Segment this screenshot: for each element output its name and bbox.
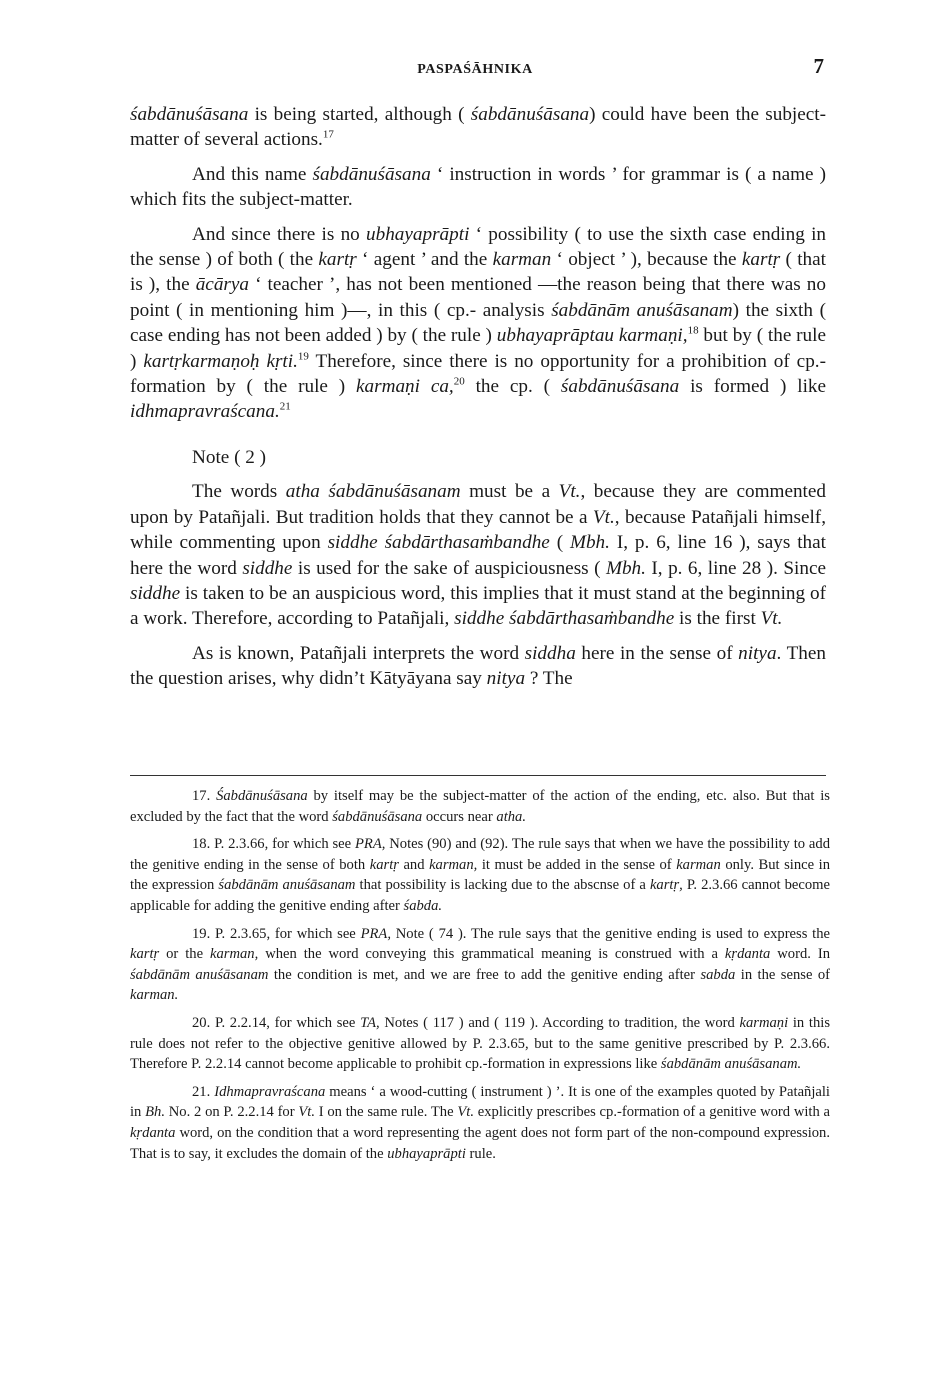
footnote-divider (130, 775, 826, 776)
term: karman, (429, 856, 478, 873)
text: the condition is met, and we are free to add the genitive ending after (268, 966, 701, 983)
footnote-21 (130, 1082, 830, 1164)
text: the cp. ( (464, 376, 561, 398)
footnote-ref: 19 (297, 350, 309, 363)
term: siddhe śabdārthasaṁbandhe (327, 532, 550, 554)
term: Mbh. (605, 557, 646, 579)
text: ‘ object ’ ), because the (551, 249, 742, 271)
footnote-18 (130, 834, 830, 916)
term: kartṛ (741, 249, 781, 271)
text: rule. (465, 1145, 496, 1162)
term: Śabdānuśāsana (216, 788, 308, 804)
text: is formed ) like (679, 376, 827, 398)
term: kartṛkarmaṇoḥ kṛti. (143, 350, 298, 372)
text: it must be added in the sense of (477, 856, 677, 873)
text: And since there is no (192, 223, 367, 245)
paragraph-4 (130, 479, 826, 631)
text: I on the same rule. The (314, 1104, 458, 1121)
term: sabda (700, 966, 736, 983)
term: Vt. (760, 608, 783, 630)
text: , because they are commented upon by Patañjali. But tradition holds that they cannot be a (130, 481, 826, 528)
text: is the first (674, 608, 761, 630)
term: kartṛ (369, 856, 399, 873)
text: P. 2.2.14, for which see (214, 1014, 361, 1031)
term: PRA, (360, 925, 391, 942)
term: siddhe śabdārthasaṁbandhe (454, 608, 675, 630)
term: kṛdanta (724, 946, 771, 963)
footnote-20 (130, 1013, 830, 1075)
term: kartṛ (130, 946, 160, 963)
text: here in the sense of (575, 642, 739, 664)
text: when the word conveying this grammatical meaning is construed with a (258, 946, 725, 963)
term: ubhayaprāpti (366, 223, 470, 245)
text: only. But since in the expression (130, 856, 830, 894)
term: śabdānām anuśāsanam. (660, 1056, 802, 1073)
text: word. In (770, 946, 830, 963)
term: kṛdanta (130, 1124, 176, 1141)
term: śabdānām anuśāsanam (130, 966, 269, 983)
footnote-ref: 18 (687, 324, 699, 337)
main-text (130, 102, 826, 701)
term: karman, (210, 946, 259, 963)
text: P. 2.3.66 cannot become applicable for adding the genitive ending after (130, 877, 831, 914)
term: Idhmapravraścana (214, 1083, 326, 1100)
text: No. 2 on P. 2.2.14 for (165, 1104, 299, 1121)
text: explicitly prescribes cp.-formation of a genitive word with a (473, 1104, 831, 1121)
text: . Then the question arises, why didn’t Kātyāyana say (130, 642, 826, 690)
text: word, on the condition that a word representing the agent does not form part of the non-compound expression. That is to say, it excludes the domain of the (130, 1124, 830, 1162)
text: P. 2.3.65, for which see (215, 925, 361, 942)
paragraph-2 (130, 162, 826, 213)
text: is being started, although ( (248, 104, 471, 125)
text: Notes (90) and (92). The rule says that when we have the possibility to add the genitive ending in the sense of both (130, 836, 830, 873)
term: Bh. (145, 1104, 165, 1121)
text: P. 2.3.66, for which see (214, 836, 355, 853)
term: ubhayaprāptau karmaṇi, (496, 325, 688, 347)
text: means ‘ a wood-cutting ( instrument ) ’. It is one of the examples quoted by Patañjali in (130, 1083, 830, 1121)
text: Note ( 74 ). The rule says that the genitive ending is used to express the (390, 925, 831, 942)
footnote-number: 19. (192, 925, 211, 942)
term: idhmapravraścana. (130, 401, 280, 423)
term: Vt. (457, 1104, 474, 1121)
paragraph-1 (130, 102, 826, 153)
page-header (130, 54, 824, 82)
term: ubhayaprāpti (387, 1145, 466, 1162)
term: śabda. (403, 897, 443, 914)
term: karmaṇi (739, 1014, 789, 1031)
term: Vt. (298, 1104, 315, 1121)
term: śabdānuśāsana (470, 104, 590, 125)
text: Notes ( 117 ) and ( 119 ). According to tradition, the word (379, 1014, 740, 1031)
running-head: PASPAŚĀHNIKA (417, 62, 533, 77)
footnote-19 (130, 924, 830, 1006)
paragraph-3 (130, 222, 826, 425)
text: must be a (460, 481, 559, 503)
term: atha śabdānuśāsanam (285, 481, 461, 503)
page-number: 7 (813, 54, 824, 78)
term: TA, (360, 1014, 380, 1031)
text: I, p. 6, line 28 ). Since (645, 557, 826, 579)
text: Therefore, since there is no opportunity for a prohibition of cp.-formation by ( the rule ) (130, 350, 826, 398)
term: kartṛ (318, 249, 357, 271)
text: and (398, 856, 430, 873)
text: ) could have been the subject-matter of several actions. (130, 104, 827, 151)
term: PRA, (354, 836, 386, 853)
term: Vt. (558, 481, 581, 503)
term: karman. (130, 987, 179, 1004)
term: śabdānuśāsana (312, 163, 431, 185)
text: occurs near (422, 808, 497, 825)
footnote-ref: 17 (322, 129, 334, 142)
term: Mbh. (569, 532, 610, 554)
term: karman (676, 856, 721, 873)
term: ācārya (195, 274, 249, 296)
text: , because Patañjali himself, while commenting upon (130, 506, 826, 554)
footnote-ref: 20 (453, 375, 465, 388)
term: śabdānuśāsana (560, 376, 680, 398)
term: nitya (486, 668, 526, 690)
term: nitya (738, 642, 777, 664)
text: is taken to be an auspicious word, this implies that it must stand at the beginning of a work. Therefore, according to Patañjali, (130, 582, 826, 630)
term: śabdānuśāsana (130, 104, 249, 125)
footnote-number: 17. (192, 788, 211, 804)
term: siddhe (242, 557, 293, 579)
text: ) the sixth ( case ending has not been added ) by ( the rule ) (130, 299, 826, 347)
text: And this name (192, 163, 313, 185)
paragraph-5 (130, 641, 826, 692)
text: in this rule does not refer to the objective genitive allowed by P. 2.3.65, but to the same genitive prescribed by P. 2.3.66. Therefore P. 2.2.14 cannot become applicable to prohibit cp.-formation in expressions like (130, 1014, 830, 1073)
term: śabdānām anuśāsanam (551, 299, 733, 321)
text: that possibility is lacking due to the abscnse of a (355, 877, 650, 894)
text: ( that is ), the (130, 249, 826, 296)
term: siddha (524, 642, 576, 664)
text: ‘ possibility ( to use the sixth case ending in the sense ) of both ( the (130, 223, 826, 271)
term: kartṛ, (649, 877, 683, 894)
text: by itself may be the subject-matter of the action of the ending, etc. also. But that is excluded by the fact that the word (130, 788, 830, 825)
text: but by ( the rule ) (130, 325, 826, 372)
text: ‘ agent ’ and the (356, 249, 493, 271)
footnote-17 (130, 786, 830, 827)
term: siddhe (130, 582, 181, 604)
text: The words (192, 481, 286, 503)
term: śabdānām anuśāsanam (218, 877, 356, 894)
term: atha. (496, 808, 526, 825)
footnote-number: 18. (192, 836, 211, 853)
text: I, p. 6, line 16 ), says that here the word (130, 532, 826, 579)
term: karmaṇi ca, (356, 376, 454, 398)
text: ‘ instruction in words ’ for grammar is ( a name ) which fits the subject-matter. (130, 163, 826, 211)
text: ? The (525, 668, 573, 690)
text: or the (159, 946, 210, 963)
text: As is known, Patañjali interprets the word (192, 642, 525, 664)
text: ( (549, 532, 570, 554)
note-heading: Note ( 2 ) (192, 446, 267, 468)
term: karman (492, 249, 552, 271)
term: Vt. (592, 506, 615, 528)
text: is used for the sake of auspiciousness ( (292, 557, 606, 579)
text: in the sense of (735, 966, 831, 983)
term: śabdānuśāsana (332, 808, 423, 825)
footnotes (130, 786, 830, 1171)
footnote-ref: 21 (279, 401, 291, 414)
text: ‘ teacher ’, has not been mentioned —the reason being that there was no point ( in mentioning him )—, in this ( cp.- analysis (130, 274, 826, 321)
footnote-number: 21. (192, 1083, 211, 1100)
footnote-number: 20. (192, 1014, 211, 1031)
